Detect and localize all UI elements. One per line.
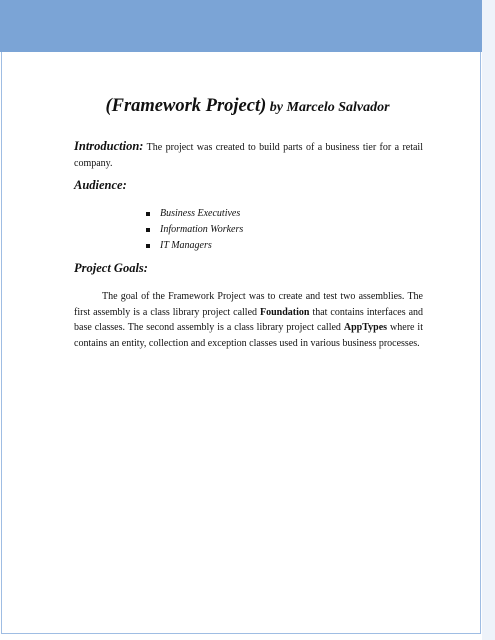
list-item-label: Business Executives (160, 208, 241, 219)
list-item-label: Information Workers (160, 224, 244, 235)
list-item (146, 238, 243, 254)
title-open-paren: ( (105, 96, 112, 116)
title-byline: by Marcelo Salvador (266, 100, 390, 115)
introduction-label: Introduction: (74, 139, 144, 153)
list-item-label: IT Managers (160, 240, 212, 251)
bullet-square-icon (146, 244, 150, 248)
project-goals-paragraph (74, 289, 423, 351)
goals-apptypes-term: AppTypes (343, 322, 388, 333)
title-main: Framework Project (111, 96, 261, 116)
header-band (0, 0, 495, 52)
page-title (0, 96, 495, 117)
list-item (146, 206, 243, 222)
audience-list (146, 206, 243, 254)
list-item (146, 222, 243, 238)
bullet-square-icon (146, 228, 150, 232)
title-close-paren: ) (260, 96, 267, 116)
project-goals-heading: Project Goals: (74, 261, 148, 275)
goals-foundation-term: Foundation (260, 306, 310, 318)
audience-heading: Audience: (74, 178, 127, 192)
introduction-text: The project was created to build parts of a business tier for a retail company. (74, 142, 423, 169)
bullet-square-icon (146, 212, 150, 216)
introduction-paragraph (74, 138, 423, 172)
goals-text-part1: The goal of the Framework Project was to create and test two assemblies. The first assembly is a class library project called (74, 291, 423, 318)
goals-text-part3: where it contains an entity, collection and exception classes used in various business processes. (74, 322, 423, 349)
goals-text-part2: that contains interfaces and base classes. The second assembly is a class library project called (74, 306, 424, 333)
